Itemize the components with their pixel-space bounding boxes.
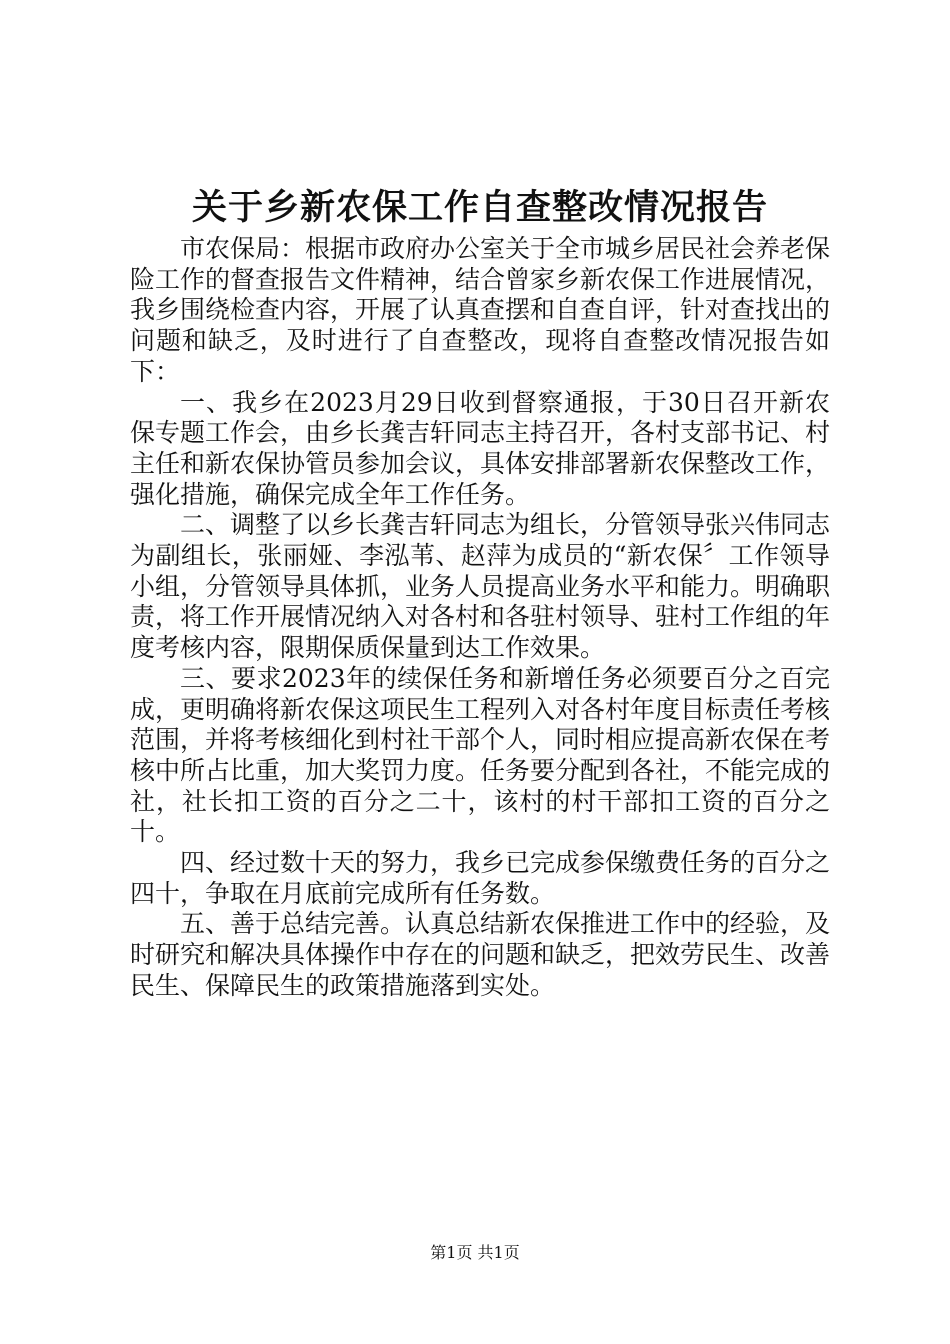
page-footer: 第1页 共1页 bbox=[430, 1243, 520, 1262]
paragraph-salutation: 市农保局：根据市政府办公室关于全市城乡居民社会养老保险工作的督查报告文件精神，结合曾家乡新农保工作进展情况，我乡围绕检查内容，开展了认真查摆和自查自评，针对查找出的问题和缺乏，及时进行了自查整改，现将自查整改情况报告如下： bbox=[130, 234, 831, 386]
document-body bbox=[130, 234, 830, 1002]
paragraph-item-4: 四、经过数十天的努力，我乡已完成参保缴费任务的百分之四十，争取在月底前完成所有任务数。 bbox=[130, 848, 831, 908]
paragraph-item-3: 三、要求2023年的续保任务和新增任务必须要百分之百完成，更明确将新农保这项民生工程列入对各村年度目标责任考核范围，并将考核细化到村社干部个人，同时相应提高新农保在考核中所占比重，加大奖罚力度。任务要分配到各社，不能完成的社，社长扣工资的百分之二十，该村的村干部扣工资的百分之十。 bbox=[130, 663, 831, 847]
paragraph-item-1: 一、我乡在2023月29日收到督察通报，于30日召开新农保专题工作会，由乡长龚吉轩同志主持召开，各村支部书记、村主任和新农保协管员参加会议，具体安排部署新农保整改工作，强化措施，确保完成全年工作任务。 bbox=[130, 387, 831, 509]
paragraph-item-5: 五、善于总结完善。认真总结新农保推进工作中的经验，及时研究和解决具体操作中存在的问题和缺乏，把效劳民生、改善民生、保障民生的政策措施落到实处。 bbox=[130, 909, 831, 1000]
document-title: 关于乡新农保工作自查整改情况报告 bbox=[191, 187, 768, 228]
paragraph-item-2: 二、调整了以乡长龚吉轩同志为组长，分管领导张兴伟同志为副组长，张丽娅、李泓苇、赵萍为成员的“新农保〞工作领导小组，分管领导具体抓，业务人员提高业务水平和能力。明确职责，将工作开展情况纳入对各村和各驻村领导、驻村工作组的年度考核内容，限期保质保量到达工作效果。 bbox=[130, 510, 831, 663]
